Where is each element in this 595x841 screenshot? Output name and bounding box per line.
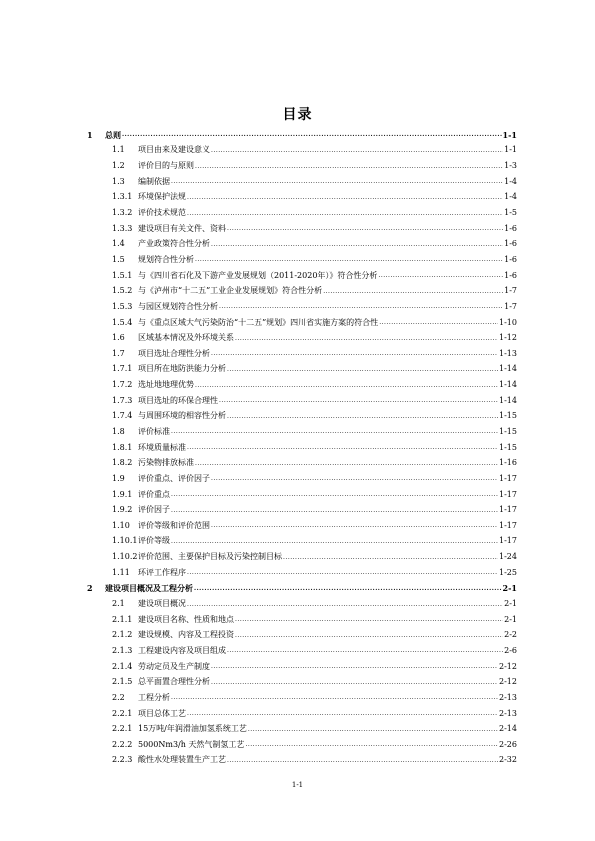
toc-entry-page: 2-1 — [504, 599, 517, 609]
toc-entry-number: 2.2 — [112, 692, 125, 702]
toc-leader-dots — [211, 521, 498, 530]
toc-entry-title: 酸性水处理装置生产工艺 — [138, 755, 226, 765]
toc-entry[interactable] — [87, 612, 517, 628]
toc-entry-number: 1.7.2 — [112, 380, 133, 390]
toc-entry-number: 1.1 — [112, 145, 125, 155]
toc-entry-page: 2-6 — [504, 645, 517, 655]
toc-entry-page: 1-6 — [504, 239, 517, 249]
toc-entry[interactable] — [87, 737, 517, 753]
toc-entry-title: 评价重点 — [138, 489, 170, 499]
toc-entry-title: 评价标准 — [138, 426, 170, 436]
toc-entry-title: 与《泸州市“十二五”工业企业发展规划》符合性分析 — [138, 286, 323, 296]
toc-entry-page: 1-17 — [499, 505, 517, 515]
table-of-contents — [87, 127, 517, 768]
toc-entry[interactable] — [87, 362, 517, 378]
toc-leader-dots — [283, 553, 498, 562]
toc-entry-page: 1-17 — [499, 536, 517, 546]
toc-leader-dots — [195, 459, 498, 468]
toc-entry[interactable] — [87, 252, 517, 268]
toc-entry-page: 1-17 — [499, 473, 517, 483]
toc-entry[interactable] — [87, 706, 517, 722]
toc-entry-number: 1.3.1 — [112, 192, 133, 202]
toc-leader-dots — [235, 631, 503, 640]
toc-leader-dots — [211, 474, 498, 483]
toc-leader-dots — [211, 349, 498, 358]
toc-entry-title: 建设项目概况 — [138, 599, 186, 609]
toc-entry[interactable] — [87, 643, 517, 659]
toc-leader-dots — [219, 396, 498, 405]
toc-entry-number: 2.2.2 — [112, 739, 133, 749]
toc-entry-number: 1.4 — [112, 239, 125, 249]
toc-entry-title: 污染物排放标准 — [138, 458, 194, 468]
toc-entry-page: 1-14 — [499, 395, 517, 405]
toc-entry-page: 1-13 — [499, 348, 517, 358]
toc-entry-title: 总则 — [105, 129, 121, 140]
toc-entry[interactable] — [87, 424, 517, 440]
toc-entry-title: 建设项目概况及工程分析 — [105, 583, 193, 594]
toc-entry-page: 2-2 — [504, 630, 517, 640]
toc-entry-title: 5000Nm3/h 天然气制氢工艺 — [138, 739, 245, 749]
toc-entry-page: 1-6 — [504, 254, 517, 264]
toc-leader-dots — [195, 381, 498, 390]
toc-leader-dots — [227, 412, 498, 421]
toc-entry-page: 2-32 — [499, 755, 517, 765]
toc-entry-number: 2.2.1 — [112, 724, 133, 734]
toc-entry[interactable] — [87, 502, 517, 518]
toc-entry[interactable] — [87, 221, 517, 237]
toc-entry-number: 1.7.4 — [112, 411, 133, 421]
toc-leader-dots — [245, 740, 498, 749]
toc-entry-title: 评价等级 — [138, 536, 170, 546]
toc-entry-title: 项目选址合理性分析 — [138, 348, 210, 358]
toc-entry[interactable] — [87, 628, 517, 644]
toc-entry[interactable] — [87, 659, 517, 675]
toc-entry-page: 1-1 — [502, 129, 517, 140]
toc-leader-dots — [219, 302, 503, 311]
toc-entry-number: 2.1.2 — [112, 630, 133, 640]
toc-entry[interactable] — [87, 487, 517, 503]
toc-entry-page: 1-4 — [504, 176, 517, 186]
toc-entry[interactable] — [87, 753, 517, 769]
toc-entry[interactable] — [87, 565, 517, 581]
toc-leader-dots — [378, 271, 503, 280]
page-title: 目录 — [282, 107, 313, 123]
toc-entry-number: 1.11 — [112, 567, 130, 577]
toc-entry[interactable] — [87, 721, 517, 737]
toc-entry-number: 1.5.2 — [112, 286, 133, 296]
toc-entry-page: 1-7 — [504, 286, 517, 296]
toc-leader-dots — [227, 224, 503, 233]
toc-entry-number: 1.6 — [112, 333, 125, 343]
toc-entry-number: 2.1.3 — [112, 645, 133, 655]
toc-entry-page: 1-14 — [499, 364, 517, 374]
toc-entry-number: 1.3 — [112, 176, 125, 186]
toc-leader-dots — [227, 365, 498, 374]
toc-entry-page: 1-15 — [499, 426, 517, 436]
toc-entry-number: 1.7 — [112, 348, 125, 358]
toc-entry-number: 1.9 — [112, 473, 125, 483]
toc-entry-page: 1-17 — [499, 520, 517, 530]
toc-entry[interactable] — [87, 377, 517, 393]
toc-entry[interactable] — [87, 440, 517, 456]
toc-entry[interactable] — [87, 549, 517, 565]
toc-entry-title: 选址地地理优势 — [138, 380, 194, 390]
toc-entry-number: 1.7.1 — [112, 364, 133, 374]
toc-entry-page: 2-13 — [499, 708, 517, 718]
toc-entry-page: 1-14 — [499, 380, 517, 390]
toc-entry-number: 1.9.2 — [112, 505, 133, 515]
toc-entry-number: 2 — [87, 583, 93, 594]
toc-entry-title: 建设项目名称、性质和地点 — [138, 614, 234, 624]
toc-leader-dots — [235, 615, 503, 624]
toc-entry-page: 2-13 — [499, 692, 517, 702]
toc-entry-title: 评价范围、主要保护目标及污染控制目标 — [138, 552, 282, 562]
toc-entry-title: 评价重点、评价因子 — [138, 473, 210, 483]
toc-leader-dots — [122, 130, 502, 139]
toc-entry-number: 1.10.1 — [112, 536, 138, 546]
toc-leader-dots — [171, 537, 498, 546]
toc-entry[interactable] — [87, 205, 517, 221]
toc-entry-title: 评价因子 — [138, 505, 170, 515]
toc-entry-number: 1.5.3 — [112, 301, 133, 311]
toc-entry-page: 2-12 — [499, 661, 517, 671]
toc-entry[interactable] — [87, 534, 517, 550]
toc-entry-number: 1.8.2 — [112, 458, 133, 468]
toc-leader-dots — [187, 709, 498, 718]
toc-leader-dots — [194, 584, 502, 593]
page-number: 1-1 — [291, 781, 304, 789]
toc-leader-dots — [171, 490, 498, 499]
toc-entry-page: 2-12 — [499, 677, 517, 687]
toc-entry[interactable] — [87, 315, 517, 331]
toc-entry[interactable] — [87, 393, 517, 409]
toc-entry[interactable] — [87, 236, 517, 252]
toc-entry-page: 2-14 — [499, 724, 517, 734]
toc-entry-number: 1.3.2 — [112, 208, 133, 218]
toc-leader-dots — [195, 255, 503, 264]
toc-entry-title: 规划符合性分析 — [138, 254, 194, 264]
toc-entry-title: 工程建设内容及项目组成 — [138, 645, 226, 655]
toc-entry[interactable] — [87, 674, 517, 690]
toc-entry-title: 项目所在地防洪能力分析 — [138, 364, 226, 374]
toc-entry-title: 建设项目有关文件、资料 — [138, 223, 226, 233]
toc-leader-dots — [211, 678, 498, 687]
toc-entry-title: 与园区规划符合性分析 — [138, 301, 218, 311]
toc-entry-page: 1-6 — [504, 223, 517, 233]
toc-entry-page: 1-10 — [499, 317, 517, 327]
toc-entry[interactable] — [87, 518, 517, 534]
toc-entry[interactable] — [87, 346, 517, 362]
toc-entry-number: 1.5.1 — [112, 270, 133, 280]
toc-entry[interactable] — [87, 409, 517, 425]
toc-entry-page: 1-24 — [499, 552, 517, 562]
toc-entry[interactable] — [87, 127, 517, 143]
toc-entry-page: 2-1 — [504, 614, 517, 624]
toc-entry-title: 产业政策符合性分析 — [138, 239, 210, 249]
toc-entry-number: 1.10.2 — [112, 552, 138, 562]
toc-entry[interactable] — [87, 690, 517, 706]
toc-entry[interactable] — [87, 299, 517, 315]
toc-entry-title: 环评工作程序 — [138, 567, 186, 577]
toc-entry-number: 1.5 — [112, 254, 125, 264]
toc-entry[interactable] — [87, 581, 517, 597]
toc-entry-number: 2.2.1 — [112, 708, 133, 718]
toc-entry-page: 1-1 — [504, 145, 517, 155]
toc-entry-title: 环境保护法规 — [138, 192, 186, 202]
toc-entry-title: 与周围环境的相容性分析 — [138, 411, 226, 421]
toc-entry-number: 1 — [87, 129, 93, 140]
toc-entry[interactable] — [87, 596, 517, 612]
toc-entry-number: 1.10 — [112, 520, 130, 530]
toc-entry-title: 区域基本情况及外环境关系 — [138, 333, 234, 343]
toc-entry-title: 总平面置合理性分析 — [138, 677, 210, 687]
toc-entry-title: 环境质量标准 — [138, 442, 186, 452]
toc-leader-dots — [211, 146, 503, 155]
toc-leader-dots — [187, 209, 503, 218]
toc-entry-page: 1-17 — [499, 489, 517, 499]
toc-entry-title: 项目选址的环保合理性 — [138, 395, 218, 405]
toc-entry-title: 评价等级和评价范围 — [138, 520, 210, 530]
toc-leader-dots — [211, 240, 503, 249]
toc-entry-page: 1-3 — [504, 161, 517, 171]
toc-leader-dots — [227, 646, 503, 655]
toc-entry[interactable] — [87, 190, 517, 206]
toc-entry-number: 1.7.3 — [112, 395, 133, 405]
toc-leader-dots — [211, 662, 498, 671]
toc-entry[interactable] — [87, 283, 517, 299]
toc-entry-title: 项目总体工艺 — [138, 708, 186, 718]
toc-entry-title: 项目由来及建设意义 — [138, 145, 210, 155]
toc-entry-page: 1-16 — [499, 458, 517, 468]
toc-entry-page: 1-15 — [499, 411, 517, 421]
toc-leader-dots — [171, 427, 498, 436]
toc-entry-page: 1-15 — [499, 442, 517, 452]
toc-leader-dots — [171, 506, 498, 515]
toc-leader-dots — [171, 693, 498, 702]
toc-entry-page: 1-4 — [504, 192, 517, 202]
toc-entry[interactable] — [87, 471, 517, 487]
toc-entry-number: 2.1 — [112, 599, 125, 609]
toc-entry-page: 1-7 — [504, 301, 517, 311]
toc-leader-dots — [235, 334, 498, 343]
toc-entry-number: 1.3.3 — [112, 223, 133, 233]
toc-leader-dots — [187, 443, 498, 452]
toc-entry-page: 1-12 — [499, 333, 517, 343]
toc-entry[interactable] — [87, 174, 517, 190]
toc-entry-number: 1.9.1 — [112, 489, 133, 499]
toc-entry-title: 评价目的与原则 — [138, 161, 194, 171]
toc-entry-title: 建设规模、内容及工程投资 — [138, 630, 234, 640]
toc-entry-number: 2.1.4 — [112, 661, 133, 671]
toc-entry[interactable] — [87, 330, 517, 346]
toc-entry-number: 2.1.5 — [112, 677, 133, 687]
toc-leader-dots — [187, 600, 503, 609]
toc-entry-page: 2-26 — [499, 739, 517, 749]
toc-entry[interactable] — [87, 143, 517, 159]
toc-leader-dots — [227, 756, 498, 765]
toc-leader-dots — [195, 162, 503, 171]
toc-entry-number: 1.8.1 — [112, 442, 133, 452]
toc-entry-page: 1-6 — [504, 270, 517, 280]
toc-entry[interactable] — [87, 455, 517, 471]
toc-entry-title: 15万吨/年润滑油加氢系统工艺 — [138, 724, 247, 734]
toc-entry-page: 1-25 — [499, 567, 517, 577]
toc-entry-number: 1.5.4 — [112, 317, 133, 327]
toc-entry-title: 与《四川省石化及下游产业发展规划（2011-2020年）》符合性分析 — [138, 270, 378, 280]
toc-leader-dots — [171, 177, 503, 186]
toc-entry-title: 编制依据 — [138, 176, 170, 186]
toc-entry-title: 与《重点区域大气污染防治“十二五”规划》四川省实施方案的符合性 — [138, 317, 379, 327]
toc-entry-number: 1.8 — [112, 426, 125, 436]
toc-entry[interactable] — [87, 158, 517, 174]
toc-entry-title: 评价技术规范 — [138, 208, 186, 218]
toc-entry-title: 劳动定员及生产制度 — [138, 661, 210, 671]
toc-entry-title: 工程分析 — [138, 692, 170, 702]
toc-entry-number: 2.2.3 — [112, 755, 133, 765]
toc-entry-page: 1-5 — [504, 208, 517, 218]
toc-entry-number: 2.1.1 — [112, 614, 133, 624]
toc-leader-dots — [248, 725, 498, 734]
toc-leader-dots — [379, 318, 498, 327]
toc-entry[interactable] — [87, 268, 517, 284]
toc-entry-page: 2-1 — [502, 583, 517, 594]
toc-leader-dots — [323, 287, 503, 296]
toc-entry-number: 1.2 — [112, 161, 125, 171]
toc-leader-dots — [187, 193, 503, 202]
toc-leader-dots — [187, 568, 498, 577]
